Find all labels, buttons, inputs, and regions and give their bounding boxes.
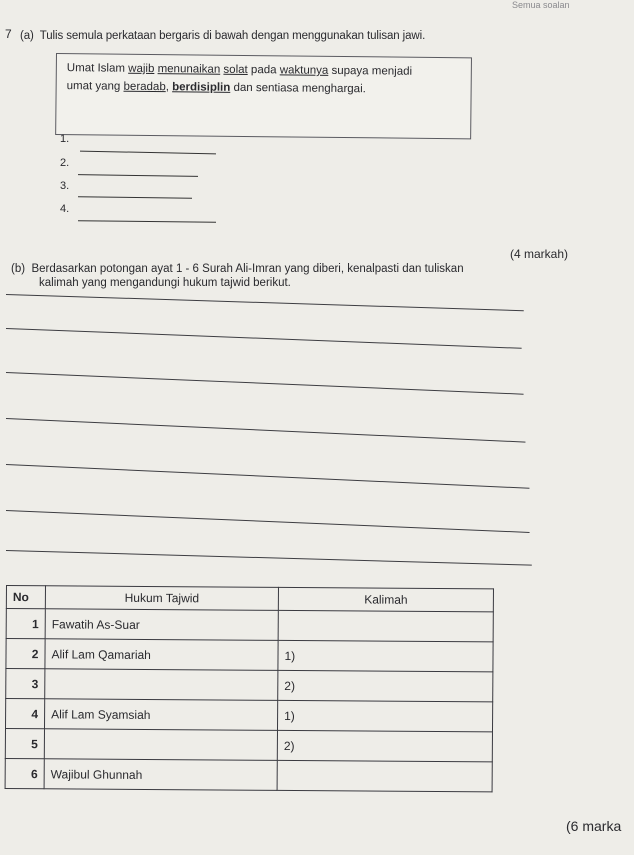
part-b-label: (b) bbox=[11, 263, 26, 275]
row-kalimah[interactable]: 2) bbox=[277, 730, 492, 762]
underlined-word: berdisiplin bbox=[172, 81, 231, 94]
row-hukum: Alif Lam Qamariah bbox=[45, 639, 278, 671]
part-a-label: (a) bbox=[20, 30, 34, 42]
table-row bbox=[6, 609, 493, 642]
underlined-word: beradab bbox=[123, 80, 166, 94]
part-a-instruction bbox=[20, 30, 425, 42]
writing-line bbox=[6, 372, 524, 395]
quote-text: supaya menjadi bbox=[328, 64, 413, 78]
part-b-marks: (6 marka bbox=[566, 818, 622, 834]
row-kalimah[interactable]: 1) bbox=[277, 700, 492, 732]
table-row bbox=[6, 639, 493, 672]
part-b-instruction-line-2: kalimah yang mengandungi hukum tajwid berikut. bbox=[39, 277, 291, 289]
quote-text: Umat Islam bbox=[66, 62, 129, 75]
row-hukum: Fawatih As-Suar bbox=[45, 609, 278, 641]
writing-line bbox=[6, 328, 522, 349]
quote-text: umat yang bbox=[66, 80, 124, 93]
header-hukum-tajwid: Hukum Tajwid bbox=[45, 586, 278, 611]
row-no: 2 bbox=[6, 639, 45, 669]
writing-line bbox=[6, 550, 532, 566]
quote-text: pada bbox=[247, 64, 280, 77]
writing-line bbox=[6, 510, 530, 533]
row-no: 6 bbox=[5, 758, 44, 788]
header-kalimah: Kalimah bbox=[278, 587, 493, 612]
row-hukum: Alif Lam Syamsiah bbox=[44, 699, 277, 731]
verse-writing-area[interactable] bbox=[6, 294, 532, 574]
underlined-word: waktunya bbox=[279, 64, 329, 77]
header-no: No bbox=[6, 586, 45, 609]
answer-number: 2. bbox=[60, 157, 70, 169]
part-b-instruction-line-1 bbox=[11, 263, 464, 275]
row-kalimah[interactable] bbox=[277, 760, 492, 792]
row-no: 3 bbox=[6, 669, 45, 699]
part-a-instruction-text: Tulis semula perkataan bergaris di bawah dengan menggunakan tulisan jawi. bbox=[39, 30, 426, 42]
quote-box bbox=[55, 53, 472, 139]
question-number: 7 bbox=[5, 27, 12, 41]
row-no: 4 bbox=[5, 699, 44, 729]
answer-number: 1. bbox=[60, 133, 70, 145]
underlined-word: solat bbox=[223, 63, 248, 77]
row-kalimah[interactable]: 2) bbox=[278, 670, 493, 702]
row-hukum: Wajibul Ghunnah bbox=[44, 759, 277, 791]
quote-line-2 bbox=[67, 80, 366, 95]
row-hukum bbox=[45, 669, 278, 701]
underlined-word: wajib bbox=[128, 62, 155, 76]
row-hukum bbox=[44, 729, 277, 761]
quote-text: dan sentiasa menghargai. bbox=[230, 81, 366, 96]
row-no: 5 bbox=[5, 729, 44, 759]
tajwid-table bbox=[5, 585, 494, 792]
answer-line-2[interactable] bbox=[78, 174, 198, 177]
quote-line-1 bbox=[67, 62, 412, 78]
row-kalimah[interactable]: 1) bbox=[278, 640, 493, 672]
writing-line bbox=[6, 464, 530, 489]
table-row bbox=[6, 669, 493, 702]
table-row bbox=[5, 729, 492, 762]
row-kalimah[interactable] bbox=[278, 610, 493, 642]
answer-line-1[interactable] bbox=[80, 151, 216, 155]
table-row bbox=[5, 758, 492, 791]
underlined-word: menunaikan bbox=[157, 63, 221, 76]
table-header-row bbox=[6, 586, 493, 612]
answer-line-3[interactable] bbox=[78, 196, 192, 199]
writing-line bbox=[6, 294, 524, 311]
answer-number: 4. bbox=[60, 203, 70, 215]
writing-line bbox=[6, 418, 526, 443]
part-b-instruction-text: Berdasarkan potongan ayat 1 - 6 Surah Ali-Imran yang diberi, kenalpasti dan tuliskan bbox=[31, 263, 464, 275]
part-a-marks: (4 markah) bbox=[510, 247, 569, 261]
answer-number: 3. bbox=[60, 180, 70, 192]
table-row bbox=[5, 699, 492, 732]
row-no: 1 bbox=[6, 609, 45, 639]
header-note: Semua soalan bbox=[512, 0, 570, 10]
answer-line-4[interactable] bbox=[78, 220, 216, 222]
quote-text: , bbox=[165, 81, 173, 94]
